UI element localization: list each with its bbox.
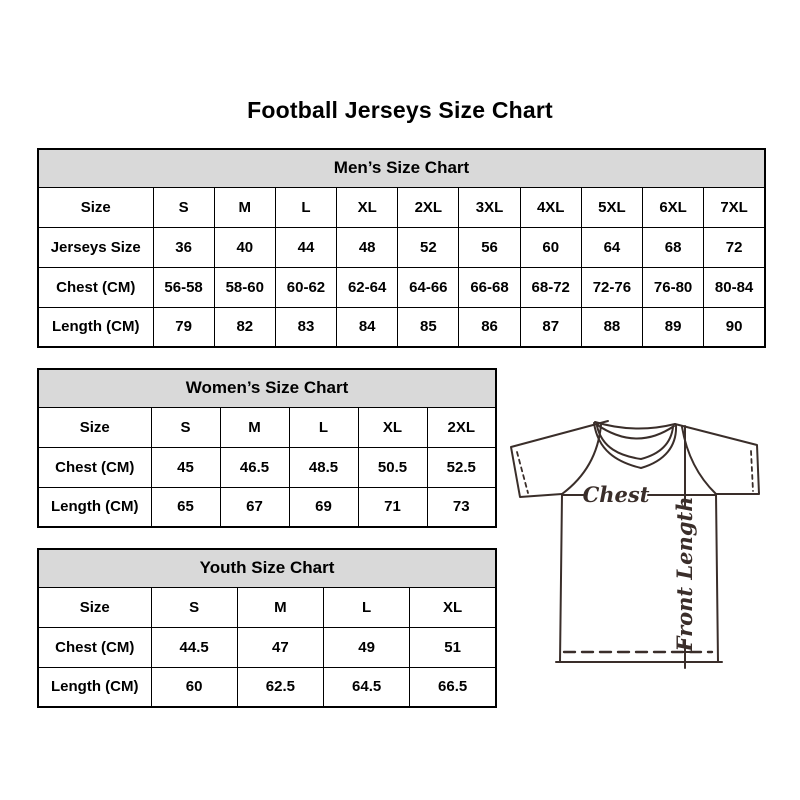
men-row-header: Jerseys Size <box>38 227 153 267</box>
youth-table-cell: XL <box>410 587 496 627</box>
youth-table-cell: 49 <box>324 627 410 667</box>
table-row <box>38 627 496 667</box>
women-row-header: Chest (CM) <box>38 447 151 487</box>
women-table-cell: 69 <box>289 487 358 527</box>
men-table-cell: 72 <box>704 227 765 267</box>
women-row-header: Size <box>38 407 151 447</box>
women-table-cell: M <box>220 407 289 447</box>
men-row-header: Size <box>38 187 153 227</box>
jersey-collar <box>594 422 676 468</box>
men-table-title: Men’s Size Chart <box>38 149 765 187</box>
men-table-cell: 56 <box>459 227 520 267</box>
men-table-cell: 60 <box>520 227 581 267</box>
youth-row-header: Chest (CM) <box>38 627 151 667</box>
men-table-cell: 64-66 <box>398 267 459 307</box>
men-table-cell: 86 <box>459 307 520 347</box>
men-table-cell: 5XL <box>581 187 642 227</box>
youth-row-header: Size <box>38 587 151 627</box>
men-table-cell: 60-62 <box>275 267 336 307</box>
men-table-cell: 84 <box>337 307 398 347</box>
chest-label: Chest <box>582 482 650 507</box>
table-row <box>38 487 496 527</box>
men-table-cell: 68-72 <box>520 267 581 307</box>
men-table-cell: 62-64 <box>337 267 398 307</box>
women-row-header: Length (CM) <box>38 487 151 527</box>
women-table-cell: XL <box>358 407 427 447</box>
men-table-cell: 68 <box>643 227 704 267</box>
women-table-cell: 48.5 <box>289 447 358 487</box>
men-table-cell: 7XL <box>704 187 765 227</box>
men-row-header: Chest (CM) <box>38 267 153 307</box>
men-table-cell: 56-58 <box>153 267 214 307</box>
jersey-measurement-diagram <box>498 400 783 685</box>
women-table-cell: 73 <box>427 487 496 527</box>
men-table-cell: 40 <box>214 227 275 267</box>
men-row-header: Length (CM) <box>38 307 153 347</box>
men-table-cell: 72-76 <box>581 267 642 307</box>
men-table-cell: 88 <box>581 307 642 347</box>
youth-table-cell: 64.5 <box>324 667 410 707</box>
women-table-cell: 52.5 <box>427 447 496 487</box>
table-row <box>38 267 765 307</box>
women-table-cell: 71 <box>358 487 427 527</box>
youth-table-cell: 66.5 <box>410 667 496 707</box>
men-table-cell: 6XL <box>643 187 704 227</box>
table-row <box>38 407 496 447</box>
women-table-cell: 2XL <box>427 407 496 447</box>
table-row <box>38 187 765 227</box>
youth-table-cell: L <box>324 587 410 627</box>
men-table-cell: 85 <box>398 307 459 347</box>
womens-size-table <box>37 368 497 528</box>
women-table-cell: 67 <box>220 487 289 527</box>
men-table-cell: 79 <box>153 307 214 347</box>
women-table-cell: 50.5 <box>358 447 427 487</box>
youth-table-title: Youth Size Chart <box>38 549 496 587</box>
men-table-cell: 36 <box>153 227 214 267</box>
men-table-cell: 2XL <box>398 187 459 227</box>
women-table-cell: 46.5 <box>220 447 289 487</box>
jersey-right-sleeve <box>675 424 759 494</box>
men-table-cell: 76-80 <box>643 267 704 307</box>
men-table-cell: 83 <box>275 307 336 347</box>
men-table-cell: S <box>153 187 214 227</box>
youth-table-cell: 47 <box>237 627 323 667</box>
men-table-cell: M <box>214 187 275 227</box>
men-table-cell: 87 <box>520 307 581 347</box>
men-table-cell: L <box>275 187 336 227</box>
table-row <box>38 227 765 267</box>
men-table-cell: 3XL <box>459 187 520 227</box>
jersey-body <box>556 494 722 662</box>
men-table-cell: XL <box>337 187 398 227</box>
men-table-cell: 82 <box>214 307 275 347</box>
front-length-label: Front Length <box>672 496 697 652</box>
youth-table-cell: M <box>237 587 323 627</box>
men-table-cell: 48 <box>337 227 398 267</box>
mens-size-table <box>37 148 766 348</box>
women-table-cell: L <box>289 407 358 447</box>
youth-table-cell: S <box>151 587 237 627</box>
men-table-cell: 64 <box>581 227 642 267</box>
men-table-cell: 58-60 <box>214 267 275 307</box>
youth-table-cell: 62.5 <box>237 667 323 707</box>
youth-size-table <box>37 548 497 708</box>
youth-table-cell: 51 <box>410 627 496 667</box>
men-table-cell: 4XL <box>520 187 581 227</box>
table-row <box>38 447 496 487</box>
men-table-cell: 44 <box>275 227 336 267</box>
men-table-cell: 80-84 <box>704 267 765 307</box>
youth-table-cell: 44.5 <box>151 627 237 667</box>
youth-table-cell: 60 <box>151 667 237 707</box>
women-table-cell: 45 <box>151 447 220 487</box>
youth-row-header: Length (CM) <box>38 667 151 707</box>
table-row <box>38 667 496 707</box>
men-table-cell: 90 <box>704 307 765 347</box>
men-table-cell: 66-68 <box>459 267 520 307</box>
men-table-cell: 52 <box>398 227 459 267</box>
women-table-title: Women’s Size Chart <box>38 369 496 407</box>
page-title: Football Jerseys Size Chart <box>247 97 553 123</box>
right-sleeve-cuff-dashed-line <box>751 451 753 491</box>
women-table-cell: 65 <box>151 487 220 527</box>
men-table-cell: 89 <box>643 307 704 347</box>
table-row <box>38 307 765 347</box>
table-row <box>38 587 496 627</box>
women-table-cell: S <box>151 407 220 447</box>
